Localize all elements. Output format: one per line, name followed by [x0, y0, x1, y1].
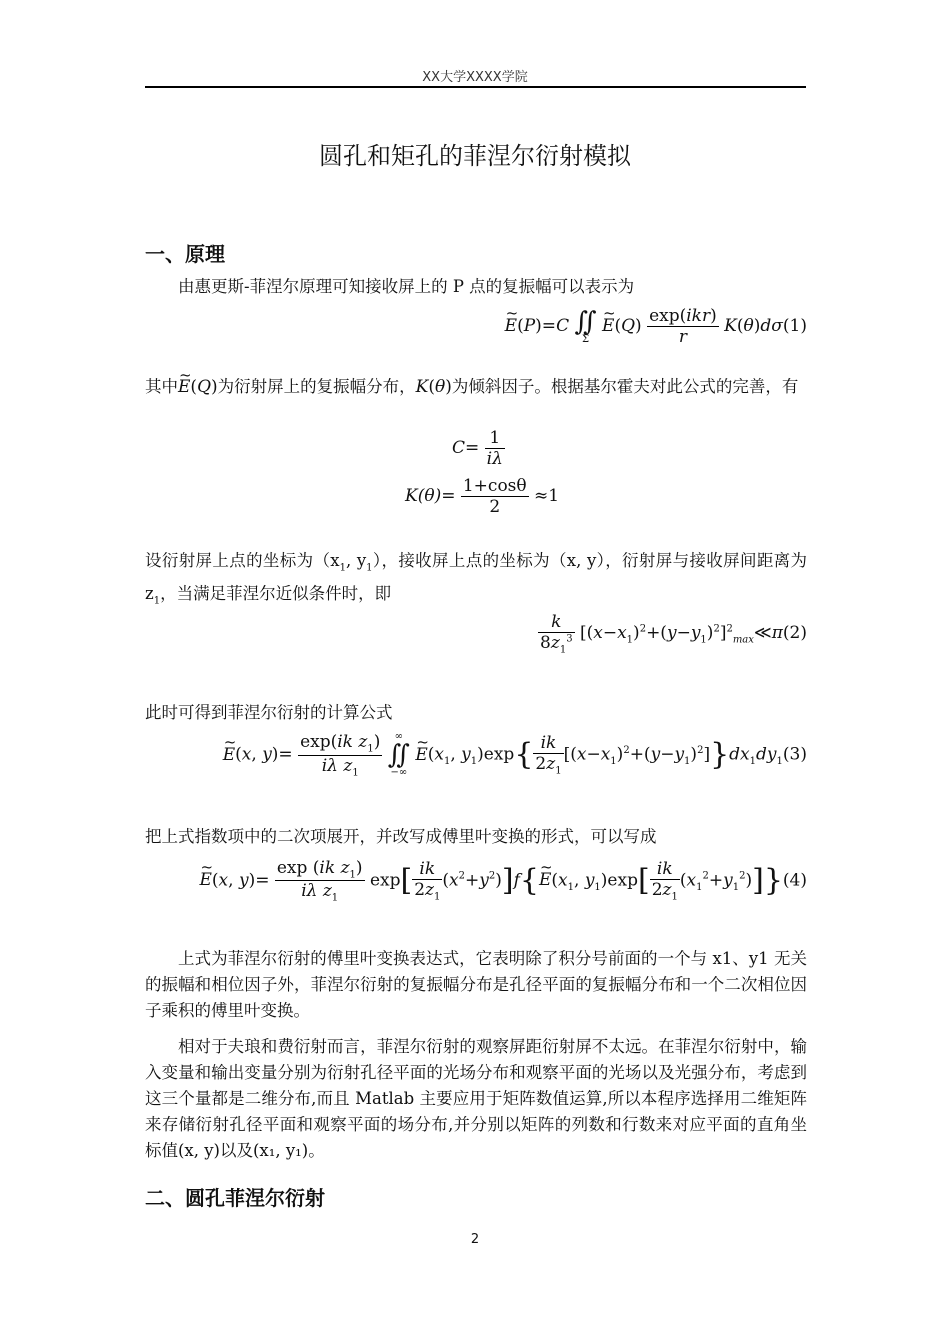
equation-1: ~ E(P)=C ∬ Σ ~ E(Q) $\frac{\text{exp(ikr)}}{r}$ K(θ)dσ(1) — [505, 306, 807, 347]
fraction-k-over-8z: $\frac{k}{8z_1^3}$ — [540, 612, 573, 656]
equation-K — [405, 476, 559, 517]
coord-text-1: 设衍射屏上点的坐标为（x — [145, 551, 340, 570]
equation-3: ~ E(x, y)= $\frac{\exp(ik z_1)}{i\lambda z_1}$ ∞ ∬ −∞ ~ $E(x_1$, $y_1)\exp${ $\frac{ik}{2z_1}$ $[(x-x_1)^2+(y-y_1)^2]\}dx_1dy_1(3)$ — [223, 732, 807, 778]
calc-formula-text: 此时可得到菲涅尔衍射的计算公式 — [145, 703, 393, 722]
fraction-exp-over-r: $\frac{\text{exp(ikr)}}{r}$ — [649, 306, 717, 347]
paragraph-coordinates: 设衍射屏上点的坐标为（$x_1$, $y_1$），接收屏上点的坐标为（x, y），衍射屏与接收屏间距离为 $z_1$，当满足菲涅尔近似条件时，即 — [145, 551, 808, 607]
paragraph-fourier: 上式为菲涅尔衍射的傅里叶变换表达式，它表明除了积分号前面的一个与 x1、y1 无关的振幅和相位因子外，菲涅尔衍射的复振幅分布是孔径平面的复振幅分布和一个二次相位因子乘积的傅里叶变换。 — [145, 949, 807, 1020]
K-numerator: 1+cosθ — [462, 476, 527, 496]
paragraph-matlab: 相对于夫琅和费衍射而言，菲涅尔衍射的观察屏距衍射屏不太远。在菲涅尔衍射中，输入变量和输出变量分别为衍射孔径平面的光场分布和观察平面的光场以及光强分布，考虑到这三个量都是二维分布,而且 Matlab 主要应用于矩阵数值运算,所以本程序选择用二维矩阵来存储衍射孔径平面和观察平面的场分布,并分别以矩阵的列数和行数来对应平面的直角坐标值(x, y)以及(x₁, y₁)。 — [145, 1037, 807, 1160]
coord-text-2: , y — [346, 551, 367, 570]
expand-text: 把上式指数项中的二次项展开，并改写成傅里叶变换的形式，可以写成 — [145, 827, 657, 846]
page-number: 2 — [470, 1232, 480, 1247]
header-divider — [145, 86, 806, 88]
fraction-ik-over-2z-4a: $\frac{ik}{2z_1}$ — [414, 859, 441, 903]
K-lhs: K(θ)= — [405, 486, 456, 506]
K-denominator: 2 — [489, 497, 501, 517]
fraction-ik-over-2z-3: $\frac{ik}{2z_1}$ — [535, 733, 562, 777]
section-heading-principle: 一、原理 — [145, 242, 225, 266]
C-numerator: 1 — [485, 428, 505, 449]
page-header: XX大学XXXX学院 — [422, 70, 528, 85]
fraction-ik-over-2z-4b: $\frac{ik}{2z_1}$ — [651, 859, 678, 903]
equation-3-number: (3) — [782, 744, 807, 765]
document-title: 圆孔和矩孔的菲涅尔衍射模拟 — [319, 142, 631, 170]
coord-text-3: ），接收屏上点的坐标为（x, y），衍射屏与接收屏间距离为 z — [145, 551, 808, 604]
equation-2-number: (2) — [782, 623, 807, 644]
double-integral: ∬ Σ — [574, 306, 597, 345]
intro-paragraph: 由惠更斯-菲涅尔原理可知接收屏上的 P 点的复振幅可以表示为 — [178, 277, 635, 296]
double-integral-infinite: ∞ ∬ −∞ — [387, 731, 410, 778]
equation-C — [452, 428, 505, 469]
section-heading-circular-aperture: 二、圆孔菲涅尔衍射 — [145, 1186, 325, 1210]
text-after-eq1-a: 为衍射屏上的复振幅分布， — [217, 377, 416, 396]
equation-4: ~ E(x, y)= $\frac{\exp (ik z_1)}{i\lambda z_1}$ exp[ $\frac{ik}{2z_1}$ $(x^2+y^2)]f\{\sim$ $E(x_1$, $y_1)\exp$[ $\frac{ik}{2z_1}$ $(x_1^2+y_1^2)]\}(4)$ — [199, 858, 807, 904]
coord-text-4: ，当满足菲涅尔近似条件时，即 — [160, 584, 392, 604]
K-rhs: ≈1 — [534, 486, 560, 506]
fraction-prefactor-3: $\frac{\exp(ik z_1)}{i\lambda z_1}$ — [300, 732, 381, 778]
fraction-C — [485, 428, 505, 469]
C-denominator: iλ — [486, 449, 503, 469]
text-after-eq1-b: 为倾斜因子。根据基尔霍夫对此公式的完善，有 — [451, 377, 799, 396]
equation-1-number: (1) — [782, 316, 807, 336]
fraction-K — [461, 476, 529, 517]
C-lhs: C= — [452, 438, 480, 458]
fraction-prefactor-4: $\frac{\exp (ik z_1)}{i\lambda z_1}$ — [276, 858, 363, 904]
text-qizhong: 其中 — [145, 377, 178, 396]
equation-2: $\frac{k}{8z_1^3}$ $[(x-x_1)^2+(y-y_1)^2]^2_{max}≪\pi(2)$ — [540, 612, 807, 656]
equation-4-number: (4) — [782, 870, 807, 891]
paragraph-after-eq1: 其中~ E(Q)为衍射屏上的复振幅分布，K(θ)为倾斜因子。根据基尔霍夫对此公式的完善，有 — [145, 374, 807, 400]
